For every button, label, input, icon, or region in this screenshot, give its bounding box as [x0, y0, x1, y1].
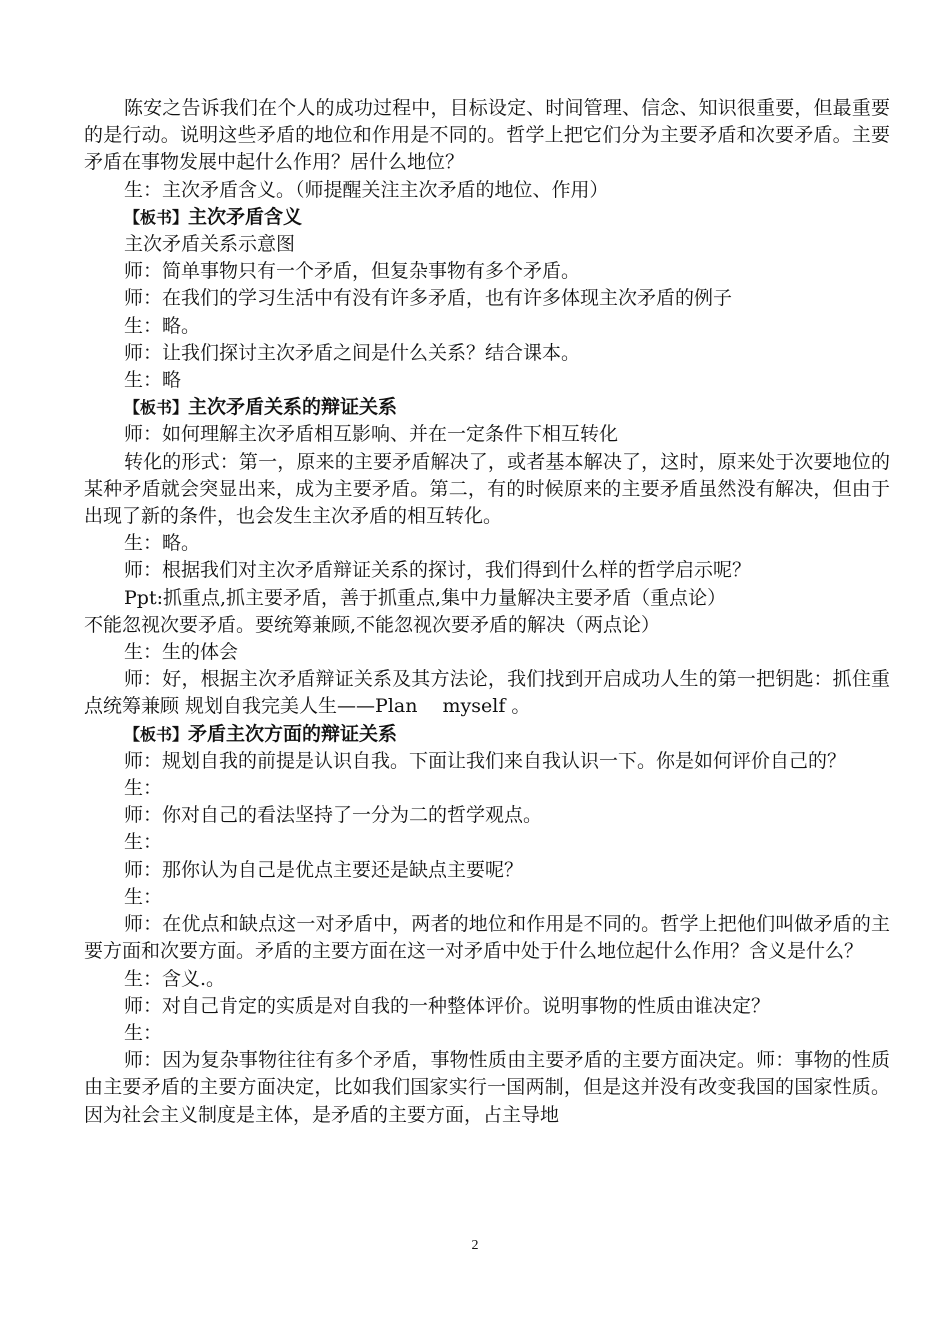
board-title: 主次矛盾关系的辩证关系 — [188, 396, 398, 419]
page-number: 2 — [471, 1238, 479, 1253]
board-heading-2 — [84, 394, 890, 421]
paragraph-chen-anzhi: 陈安之告诉我们在个人的成功过程中，目标设定、时间管理、信念、知识很重要，但最重要的是行动。说明这些矛盾的地位和作用是不同的。哲学上把它们分为主要矛盾和次要矛盾。主要矛盾在事物发展中起什么作用？居什么地位？ — [84, 97, 890, 174]
paragraph-student-5: 生：生的体会 — [124, 641, 239, 664]
paragraph-teacher-6: 师：好，根据主次矛盾辩证关系及其方法论，我们找到开启成功人生的第一把钥匙：抓住重点统筹兼顾 规划自我完美人生——Plan myself 。 — [84, 668, 890, 718]
paragraph-student-8: 生： — [124, 885, 163, 908]
paragraph-student-7: 生： — [124, 831, 163, 854]
paragraph-student-3: 生：略 — [124, 369, 182, 392]
paragraph-teacher-8: 师：你对自己的看法坚持了一分为二的哲学观点。 — [124, 804, 543, 827]
paragraph-teacher-9: 师：那你认为自己是优点主要还是缺点主要呢？ — [124, 858, 524, 881]
paragraph-teacher-2: 师：在我们的学习生活中有没有许多矛盾，也有许多体现主次矛盾的例子 — [124, 287, 733, 310]
paragraph-teacher-3: 师：让我们探讨主次矛盾之间是什么关系？结合课本。 — [124, 341, 581, 364]
board-tag: 【板书】 — [124, 207, 189, 227]
board-tag: 【板书】 — [124, 398, 189, 418]
paragraph-student-10: 生： — [124, 1021, 163, 1044]
paragraph-transformation: 转化的形式：第一，原来的主要矛盾解决了，或者基本解决了，这时，原来处于次要地位的某种矛盾就会突显出来，成为主要矛盾。第二，有的时候原来的主要矛盾虽然没有解决，但由于出现了新的条件，也会发生主次矛盾的相互转化。 — [84, 450, 890, 528]
board-title: 主次矛盾含义 — [188, 205, 303, 228]
paragraph-ppt-1: Ppt:抓重点,抓主要矛盾，善于抓重点,集中力量解决主要矛盾（重点论） — [124, 586, 727, 609]
paragraph-teacher-1: 师：简单事物只有一个矛盾，但复杂事物有多个矛盾。 — [124, 260, 581, 283]
paragraph-diagram-caption: 主次矛盾关系示意图 — [124, 233, 296, 256]
paragraph-student-2: 生：略。 — [124, 314, 201, 337]
board-heading-1 — [84, 204, 890, 231]
board-title: 矛盾主次方面的辩证关系 — [188, 722, 398, 745]
paragraph-teacher-5: 师：根据我们对主次矛盾辩证关系的探讨，我们得到什么样的哲学启示呢？ — [124, 559, 752, 582]
paragraph-student-9: 生：含义.。 — [124, 967, 226, 990]
paragraph-student-4: 生：略。 — [124, 532, 201, 555]
paragraph-teacher-12: 师：因为复杂事物往往有多个矛盾，事物性质由主要矛盾的主要方面决定。师：事物的性质由主要矛盾的主要方面决定，比如我们国家实行一国两制，但是这并没有改变我国的国家性质。因为社会主义制度是主体，是矛盾的主要方面，占主导地 — [84, 1049, 890, 1126]
paragraph-teacher-4: 师：如何理解主次矛盾相互影响、并在一定条件下相互转化 — [124, 423, 619, 446]
paragraph-student-6: 生： — [124, 777, 163, 800]
document-body — [84, 95, 890, 1129]
paragraph-ppt-2: 不能忽视次要矛盾。要统筹兼顾,不能忽视次要矛盾的解决（两点论） — [84, 613, 661, 636]
paragraph-teacher-11: 师：对自己肯定的实质是对自我的一种整体评价。说明事物的性质由谁决定？ — [124, 994, 771, 1017]
paragraph-student-answer-1: 生：主次矛盾含义。（师提醒关注主次矛盾的地位、作用） — [124, 178, 609, 201]
paragraph-teacher-10: 师：在优点和缺点这一对矛盾中，两者的地位和作用是不同的。哲学上把他们叫做矛盾的主要方面和次要方面。矛盾的主要方面在这一对矛盾中处于什么地位起什么作用？含义是什么？ — [84, 913, 890, 963]
board-heading-3 — [84, 721, 890, 748]
paragraph-teacher-7: 师：规划自我的前提是认识自我。下面让我们来自我认识一下。你是如何评价自己的？ — [124, 749, 847, 772]
board-tag: 【板书】 — [124, 724, 189, 744]
